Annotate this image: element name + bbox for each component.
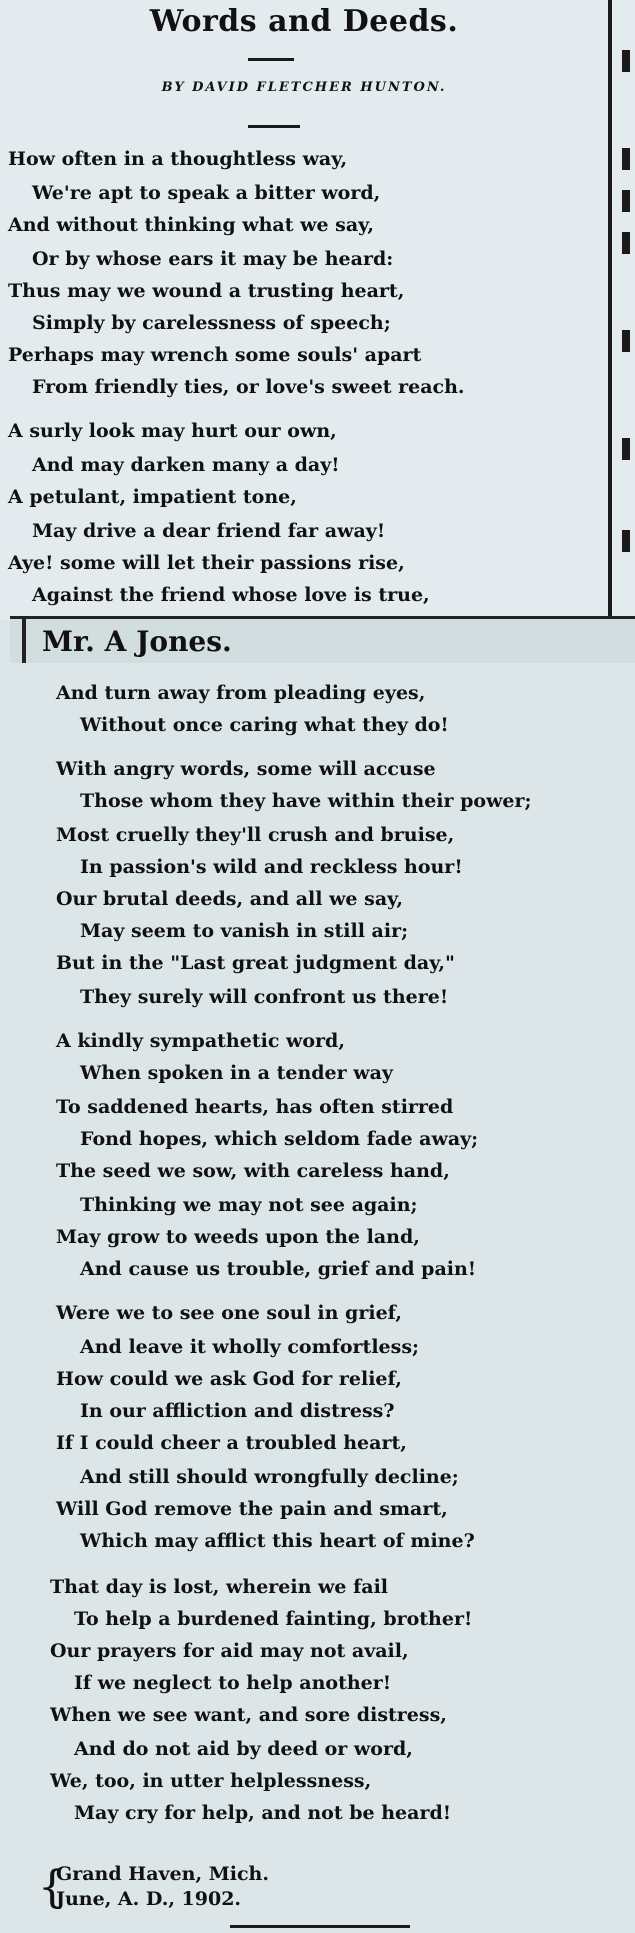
poem-line: Our brutal deeds, and all we say, xyxy=(56,888,403,910)
poem-line: To help a burdened fainting, brother! xyxy=(74,1608,473,1630)
poem-title: Words and Deeds. xyxy=(149,4,459,39)
poem-line: When spoken in a tender way xyxy=(80,1062,393,1084)
poem-line: Aye! some will let their passions rise, xyxy=(8,552,405,574)
poem-line: A petulant, impatient tone, xyxy=(8,486,297,508)
poem-line: Fond hopes, which seldom fade away; xyxy=(80,1128,479,1150)
poem-line: And without thinking what we say, xyxy=(8,214,374,236)
byline-divider xyxy=(248,125,300,128)
poem-line: A kindly sympathetic word, xyxy=(56,1030,345,1052)
poem-line: Those whom they have within their power; xyxy=(80,790,532,812)
poem-line: That day is lost, wherein we fail xyxy=(50,1576,389,1598)
adjacent-column-fragment xyxy=(620,0,635,620)
overlapping-clipping-header xyxy=(10,616,635,663)
poem-line: Our prayers for aid may not avail, xyxy=(50,1640,409,1662)
column-rule xyxy=(608,0,612,630)
poem-line: We, too, in utter helplessness, xyxy=(50,1770,372,1792)
poem-line: Thinking we may not see again; xyxy=(80,1194,418,1216)
signoff-place: Grand Haven, Mich. xyxy=(56,1863,269,1885)
poem-line: Against the friend whose love is true, xyxy=(32,584,430,606)
poem-line: The seed we sow, with careless hand, xyxy=(56,1160,450,1182)
poem-line: They surely will confront us there! xyxy=(80,986,449,1008)
poem-line: Will God remove the pain and smart, xyxy=(56,1498,448,1520)
poem-line: Perhaps may wrench some souls' apart xyxy=(8,344,422,366)
poem-line: In passion's wild and reckless hour! xyxy=(80,856,463,878)
poem-line: May drive a dear friend far away! xyxy=(32,520,386,542)
poem-line: How often in a thoughtless way, xyxy=(8,148,348,170)
signoff-date: June, A. D., 1902. xyxy=(56,1887,242,1910)
poem-line: With angry words, some will accuse xyxy=(56,758,436,780)
poem-line: Most cruelly they'll crush and bruise, xyxy=(56,824,455,846)
poem-line: In our affliction and distress? xyxy=(80,1400,395,1422)
poem-line: And turn away from pleading eyes, xyxy=(56,682,426,704)
poem-line: May cry for help, and not be heard! xyxy=(74,1802,452,1824)
poem-line: Without once caring what they do! xyxy=(80,714,449,736)
poem-line: And do not aid by deed or word, xyxy=(74,1738,413,1760)
poem-line: We're apt to speak a bitter word, xyxy=(32,182,381,204)
poem-line: Or by whose ears it may be heard: xyxy=(32,248,394,270)
poem-line: When we see want, and sore distress, xyxy=(50,1704,447,1726)
overlap-label-text: Mr. A Jones. xyxy=(42,625,232,658)
header-bar xyxy=(22,617,26,663)
poem-line: And may darken many a day! xyxy=(32,454,340,476)
signoff-brace: { xyxy=(38,1862,66,1913)
poem-line: From friendly ties, or love's sweet reach. xyxy=(32,376,465,398)
poem-byline: BY DAVID FLETCHER HUNTON. xyxy=(161,80,447,95)
poem-line: How could we ask God for relief, xyxy=(56,1368,402,1390)
poem-line: May seem to vanish in still air; xyxy=(80,920,409,942)
poem-line: And still should wrongfully decline; xyxy=(80,1466,459,1488)
poem-line: Simply by carelessness of speech; xyxy=(32,312,391,334)
poem-line: A surly look may hurt our own, xyxy=(8,420,337,442)
title-divider xyxy=(248,58,294,61)
poem-line: And cause us trouble, grief and pain! xyxy=(80,1258,477,1280)
poem-line: Thus may we wound a trusting heart, xyxy=(8,280,405,302)
poem-line: And leave it wholly comfortless; xyxy=(80,1336,420,1358)
poem-line: Which may afflict this heart of mine? xyxy=(80,1530,475,1552)
end-rule xyxy=(230,1925,410,1928)
poem-line: If we neglect to help another! xyxy=(74,1672,392,1694)
poem-line: To saddened hearts, has often stirred xyxy=(56,1096,454,1118)
poem-line: May grow to weeds upon the land, xyxy=(56,1226,420,1248)
poem-line: If I could cheer a troubled heart, xyxy=(56,1432,407,1454)
poem-line: But in the "Last great judgment day," xyxy=(56,952,455,974)
poem-line: Were we to see one soul in grief, xyxy=(56,1302,403,1324)
signoff xyxy=(40,1862,269,1911)
